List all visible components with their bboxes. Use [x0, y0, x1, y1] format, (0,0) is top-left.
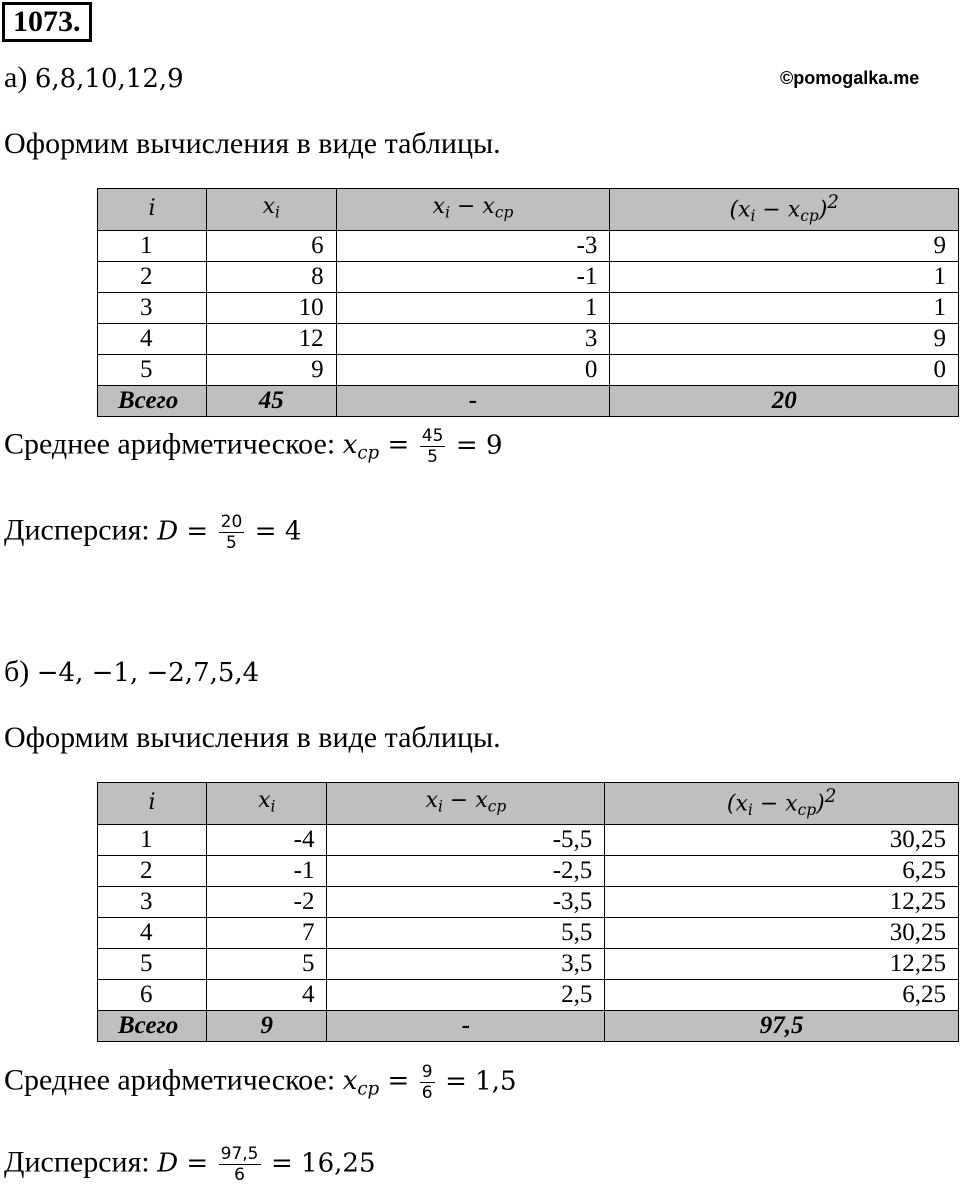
- table-row: 4 7 5,5 30,25: [98, 917, 959, 948]
- mean-fraction: $\frac{45}{5}$: [421, 426, 444, 467]
- problem-number: 1073.: [2, 2, 92, 42]
- header-squared-deviation: $(x_i - x_{ср})^2$: [605, 783, 959, 825]
- table-header-row: [98, 783, 959, 825]
- header-squared-deviation: $(x_i - x_{ср})^2$: [610, 189, 959, 231]
- table-row: 5 5 3,5 12,25: [98, 948, 959, 979]
- header-deviation: $x_i - x_{ср}$: [336, 189, 610, 231]
- header-xi: $x_i$: [207, 189, 337, 231]
- header-xi: $x_i$: [207, 783, 327, 825]
- table-row: 1 6 -3 9: [98, 230, 959, 261]
- table-header-row: [98, 189, 959, 231]
- part-b-table: [97, 782, 959, 1042]
- part-a-table: [97, 188, 959, 417]
- part-b-mean: Среднее арифметическое: $x_{ср}$ = $\frac{9}{6}$ = 1,5: [4, 1062, 517, 1103]
- part-a-sequence: 6,8,10,12,9: [34, 64, 184, 94]
- header-i: i: [98, 189, 207, 231]
- table-row: 5 9 0 0: [98, 354, 959, 385]
- table-row: 1 -4 -5,5 30,25: [98, 824, 959, 855]
- part-a-intro: Оформим вычисления в виде таблицы.: [4, 127, 501, 160]
- variance-fraction: $\frac{20}{5}$: [220, 512, 243, 553]
- mean-fraction: $\frac{9}{6}$: [421, 1062, 433, 1103]
- part-a-task: [4, 60, 184, 97]
- table-row: 4 12 3 9: [98, 323, 959, 354]
- part-b-variance: Дисперсия: D = $\frac{97,5}{6}$ = 16,25: [4, 1144, 376, 1185]
- watermark: ©pomogalka.me: [780, 68, 920, 88]
- table-row: 3 10 1 1: [98, 292, 959, 323]
- table-row: 3 -2 -3,5 12,25: [98, 886, 959, 917]
- header-i: i: [98, 783, 207, 825]
- table-row: 2 -1 -2,5 6,25: [98, 855, 959, 886]
- header-deviation: $x_i - x_{ср}$: [327, 783, 605, 825]
- table-row: 2 8 -1 1: [98, 261, 959, 292]
- part-a-mean: Среднее арифметическое: $x_{ср}$ = $\frac{45}{5}$ = 9: [4, 426, 503, 467]
- part-b-prefix: б): [4, 655, 30, 688]
- variance-fraction: $\frac{97,5}{6}$: [220, 1144, 259, 1185]
- table-total-row: Всего 9 - 97,5: [98, 1010, 959, 1041]
- table-total-row: Всего 45 - 20: [98, 385, 959, 416]
- part-a-variance: Дисперсия: D = $\frac{20}{5}$ = 4: [4, 512, 302, 553]
- part-b-intro: Оформим вычисления в виде таблицы.: [4, 721, 501, 754]
- part-b-sequence: −4, −1, −2,7,5,4: [36, 658, 260, 688]
- part-b-task: [4, 654, 259, 691]
- part-a-prefix: а): [4, 61, 28, 94]
- table-row: 6 4 2,5 6,25: [98, 979, 959, 1010]
